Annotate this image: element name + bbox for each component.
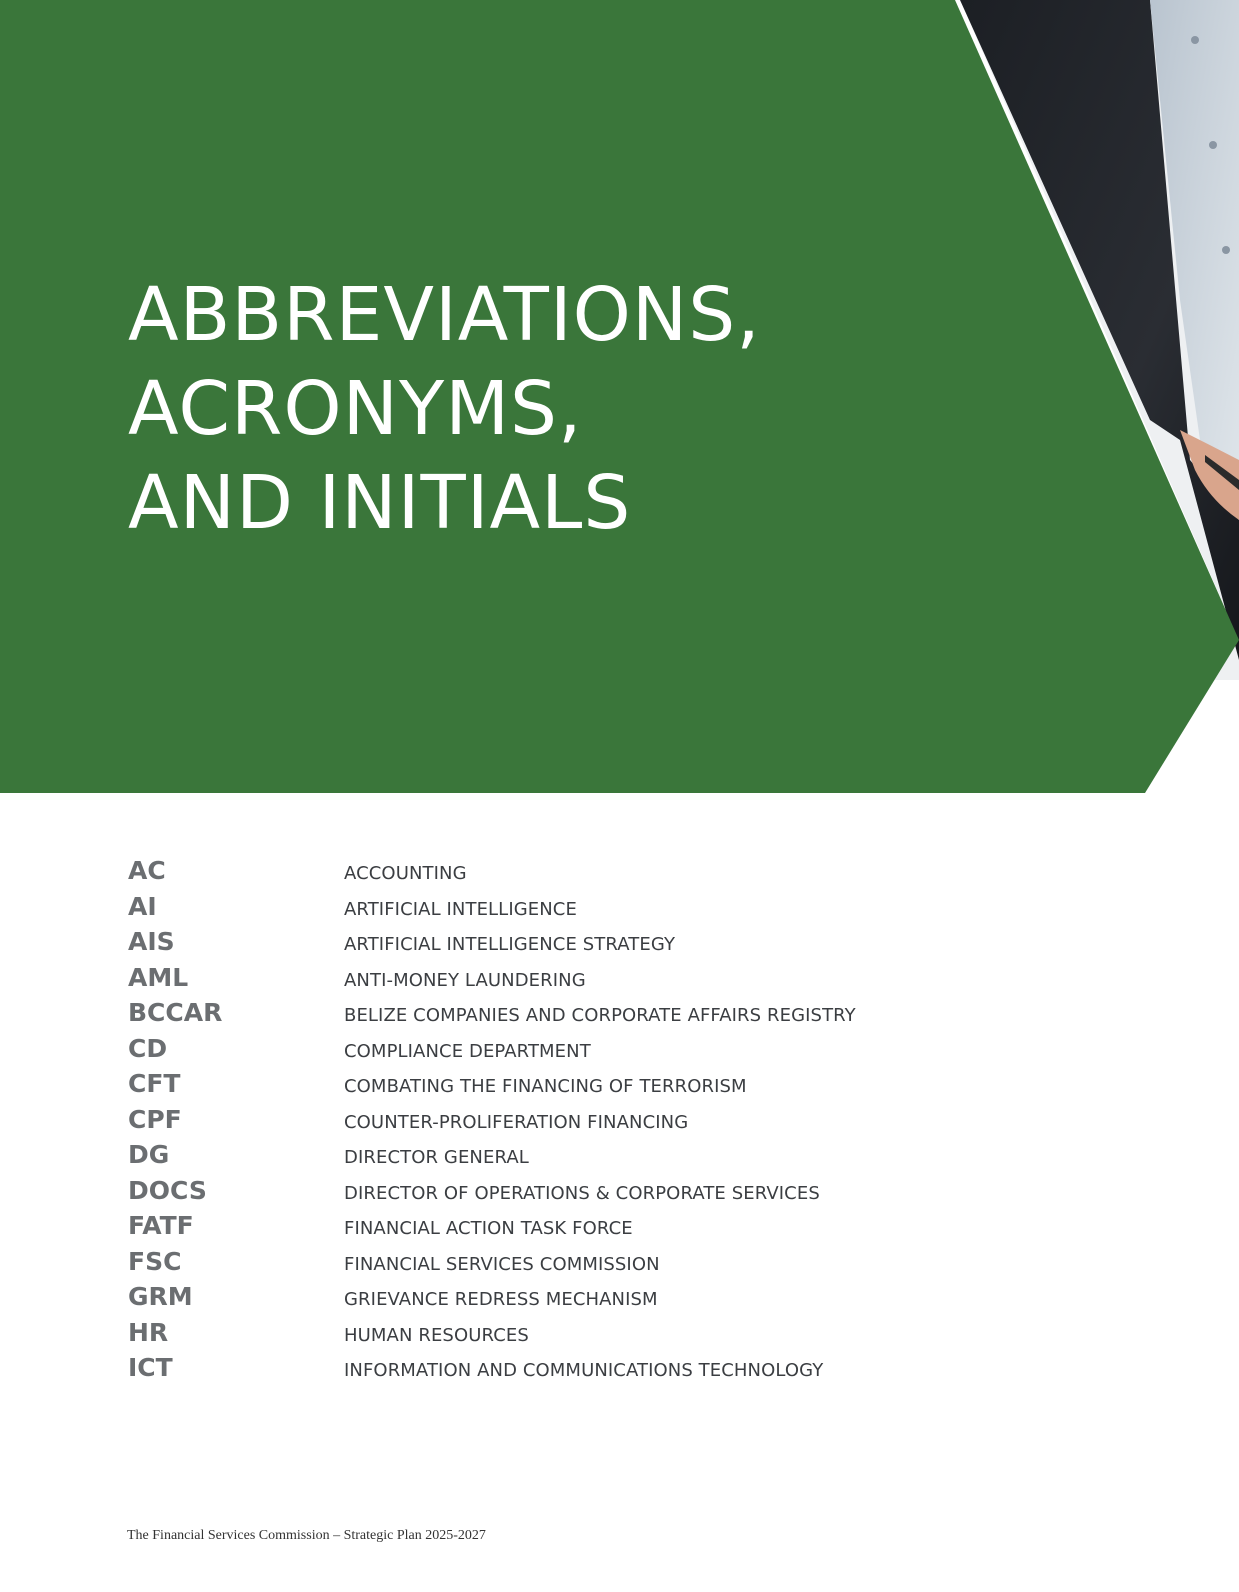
- abbreviation-definition: ARTIFICIAL INTELLIGENCE: [344, 898, 577, 920]
- abbreviation-term: BCCAR: [128, 998, 223, 1027]
- list-item: [128, 1282, 1078, 1318]
- abbreviation-term: DOCS: [128, 1175, 207, 1205]
- abbreviation-term: CPF: [128, 1104, 182, 1134]
- list-item: [128, 963, 1078, 999]
- list-item: [128, 1140, 1078, 1176]
- abbreviation-definition: FINANCIAL ACTION TASK FORCE: [344, 1218, 633, 1239]
- title-line-1: ABBREVIATIONS,: [128, 272, 761, 358]
- abbreviation-definition: COUNTER-PROLIFERATION FINANCING: [344, 1111, 689, 1133]
- list-item: [128, 1069, 1078, 1105]
- abbreviation-definition: ANTI-MONEY LAUNDERING: [344, 969, 586, 991]
- abbreviation-term: DG: [128, 1140, 170, 1169]
- list-item: [128, 1034, 1078, 1070]
- abbreviation-definition: DIRECTOR OF OPERATIONS & CORPORATE SERVICES: [344, 1182, 820, 1204]
- abbreviation-definition: INFORMATION AND COMMUNICATIONS TECHNOLOGY: [344, 1360, 824, 1381]
- page-footer: The Financial Services Commission – Strategic Plan 2025-2027: [127, 1528, 486, 1543]
- abbreviation-definition: FINANCIAL SERVICES COMMISSION: [344, 1253, 660, 1275]
- list-item: [128, 856, 1078, 892]
- abbreviation-term: FATF: [128, 1211, 194, 1240]
- list-item: [128, 1318, 1078, 1354]
- page-title: [128, 268, 761, 550]
- list-item: [128, 927, 1078, 963]
- abbreviation-term: CD: [128, 1033, 168, 1063]
- list-item: [128, 892, 1078, 928]
- abbreviation-term: GRM: [128, 1282, 193, 1311]
- list-item: [128, 1353, 1078, 1389]
- abbreviation-term: CFT: [128, 1069, 181, 1098]
- list-item: [128, 1176, 1078, 1212]
- abbreviation-definition: BELIZE COMPANIES AND CORPORATE AFFAIRS REGISTRY: [344, 1005, 856, 1026]
- list-item: [128, 998, 1078, 1034]
- abbreviation-term: AC: [128, 856, 166, 885]
- abbreviation-term: AIS: [128, 927, 175, 956]
- list-item: [128, 1105, 1078, 1141]
- title-line-2: ACRONYMS,: [128, 366, 583, 452]
- abbreviation-term: HR: [128, 1317, 169, 1347]
- abbreviation-term: AI: [128, 891, 157, 921]
- abbreviation-definition: ARTIFICIAL INTELLIGENCE STRATEGY: [344, 934, 676, 955]
- abbreviation-definition: GRIEVANCE REDRESS MECHANISM: [344, 1289, 658, 1310]
- abbreviation-term: ICT: [128, 1353, 173, 1382]
- abbreviation-definition: COMBATING THE FINANCING OF TERRORISM: [344, 1076, 747, 1097]
- title-line-3: AND INITIALS: [128, 460, 632, 546]
- list-item: [128, 1211, 1078, 1247]
- abbreviation-term: AML: [128, 962, 189, 992]
- abbreviation-list: [128, 856, 1078, 1389]
- abbreviation-definition: COMPLIANCE DEPARTMENT: [344, 1040, 591, 1062]
- abbreviation-definition: HUMAN RESOURCES: [344, 1324, 529, 1346]
- list-item: [128, 1247, 1078, 1283]
- abbreviation-term: FSC: [128, 1246, 182, 1276]
- abbreviation-definition: DIRECTOR GENERAL: [344, 1147, 529, 1168]
- abbreviation-definition: ACCOUNTING: [344, 863, 467, 884]
